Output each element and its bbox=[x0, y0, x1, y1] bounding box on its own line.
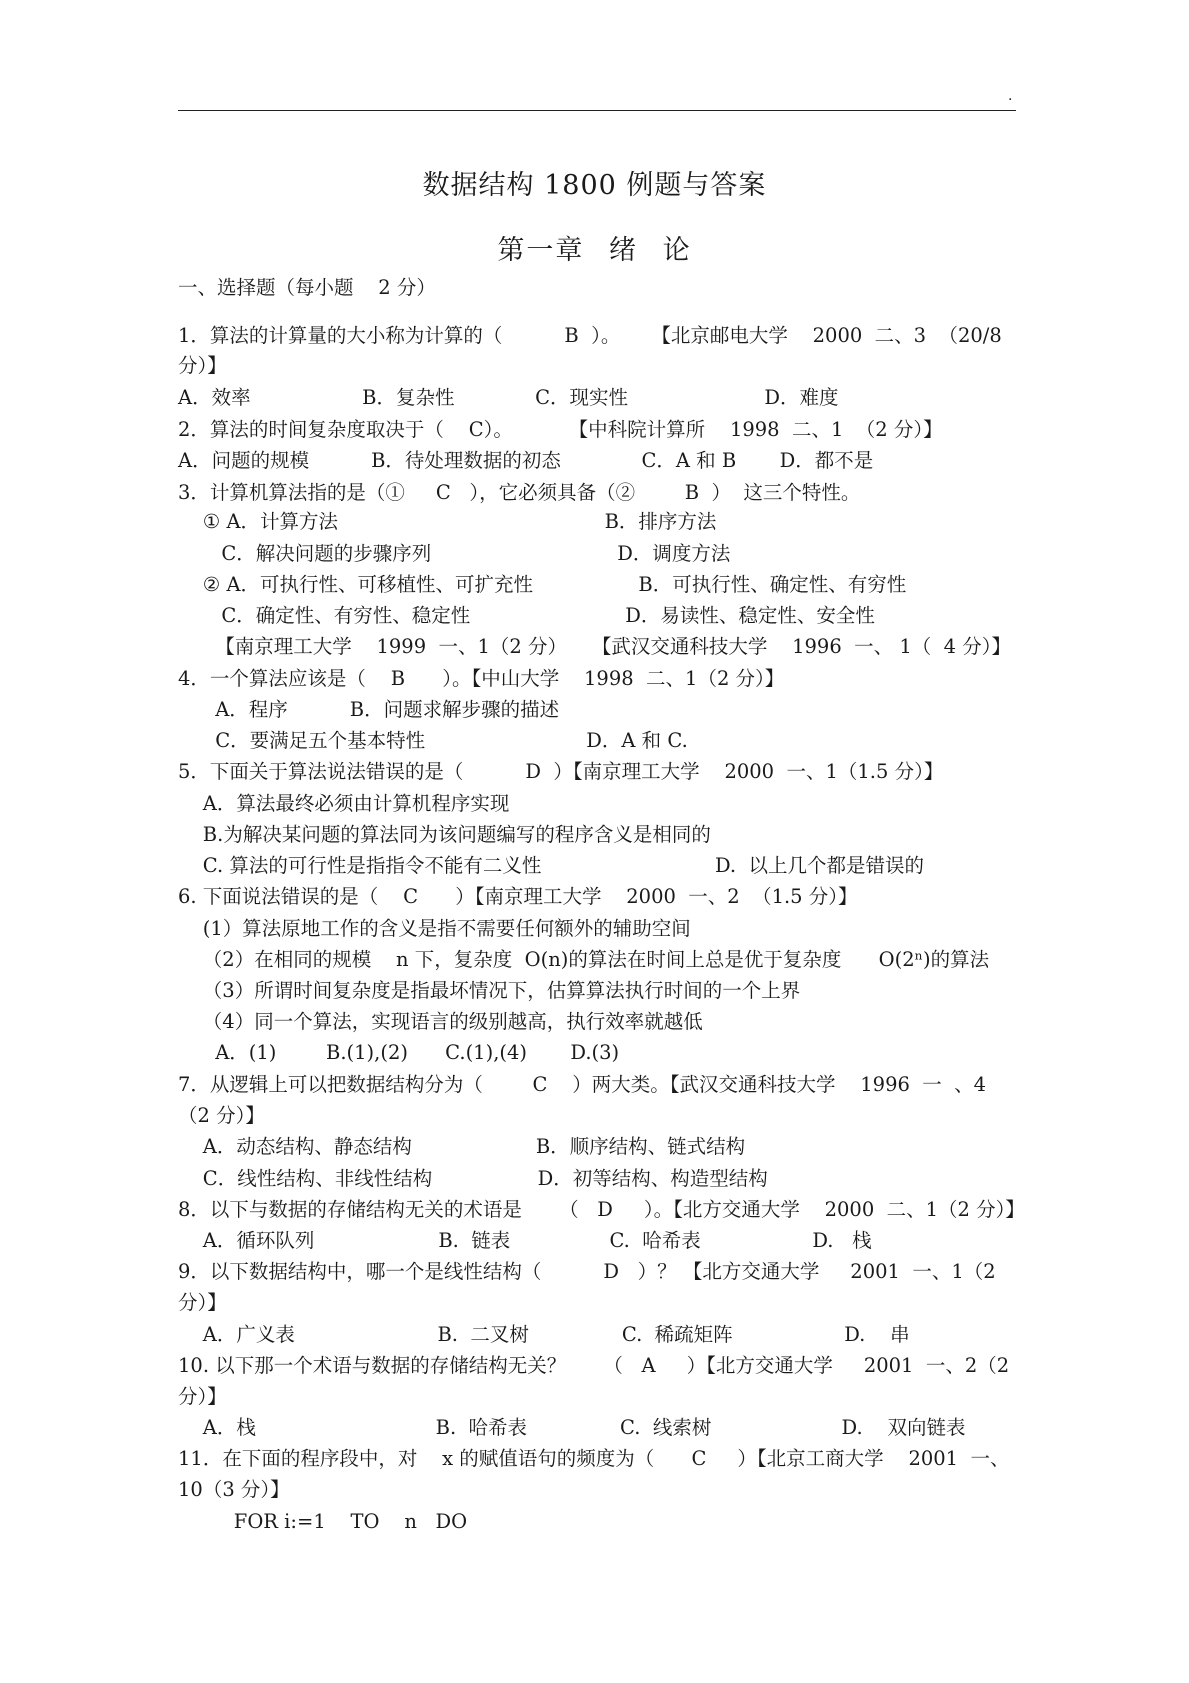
text-line: A．问题的规模 B．待处理数据的初态 C．A 和 B D．都不是 bbox=[178, 449, 874, 472]
text-line: ② A．可执行性、可移植性、可扩充性 B．可执行性、确定性、有穷性 bbox=[178, 573, 907, 596]
text-line: 【南京理工大学 1999 一、1（2 分） 【武汉交通科技大学 1996 一、 1（ 4 分）】 bbox=[178, 635, 1011, 658]
text-line: 8．以下与数据的存储结构无关的术语是 （ D ）。【北方交通大学 2000 二、1（2 分）】 bbox=[178, 1198, 1025, 1221]
text-line: 9．以下数据结构中，哪一个是线性结构（ D ）？ 【北方交通大学 2001 一、1（2 bbox=[178, 1260, 996, 1283]
text-line: 10（3 分）】 bbox=[178, 1478, 290, 1501]
text-line: 2．算法的时间复杂度取决于（ C）。 【中科院计算所 1998 二、1 （2 分）】 bbox=[178, 418, 943, 441]
text-line: （3）所谓时间复杂度是指最坏情况下，估算算法执行时间的一个上界 bbox=[178, 979, 801, 1002]
text-line: （2 分）】 bbox=[178, 1104, 265, 1127]
text-line: A．(1) B.(1),(2) C.(1),(4) D.(3) bbox=[178, 1041, 620, 1064]
text-line: A．效率 B．复杂性 C．现实性 D．难度 bbox=[178, 386, 839, 409]
header-dot: . bbox=[1008, 88, 1013, 104]
text-line: 4．一个算法应该是（ B ）。【中山大学 1998 二、1（2 分）】 bbox=[178, 667, 785, 690]
text-line: A．算法最终必须由计算机程序实现 bbox=[178, 792, 510, 815]
text-line: （2）在相同的规模 n 下，复杂度 O(n)的算法在时间上总是优于复杂度 O(2ⁿ)的算法 bbox=[178, 948, 990, 971]
text-line: 1．算法的计算量的大小称为计算的（ B ）。 【北京邮电大学 2000 二、3 （20/8 bbox=[178, 324, 1002, 347]
text-line: FOR i:=1 TO n DO bbox=[178, 1510, 468, 1533]
text-line: A．栈 B. 哈希表 C. 线索树 D. 双向链表 bbox=[178, 1416, 966, 1439]
text-line: C．要满足五个基本特性 D．A 和 C. bbox=[178, 729, 688, 752]
header-rule bbox=[178, 110, 1016, 111]
text-line: 分）】 bbox=[178, 1385, 227, 1408]
text-line: 10. 以下那一个术语与数据的存储结构无关？ （ A ）【北方交通大学 2001 一、2（2 bbox=[178, 1354, 1010, 1377]
text-line: C．线性结构、非线性结构 D．初等结构、构造型结构 bbox=[178, 1167, 768, 1190]
text-line: (1）算法原地工作的含义是指不需要任何额外的辅助空间 bbox=[178, 917, 691, 940]
text-line: ① A．计算方法 B．排序方法 bbox=[178, 510, 717, 533]
text-line: A．广义表 B. 二叉树 C. 稀疏矩阵 D. 串 bbox=[178, 1323, 910, 1346]
text-line: C．确定性、有穷性、稳定性 D．易读性、稳定性、安全性 bbox=[178, 604, 875, 627]
text-line: B.为解决某问题的算法同为该问题编写的程序含义是相同的 bbox=[178, 823, 711, 846]
text-line: （4）同一个算法，实现语言的级别越高，执行效率就越低 bbox=[178, 1010, 703, 1033]
text-line: C．解决问题的步骤序列 D．调度方法 bbox=[178, 542, 731, 565]
text-line: A．动态结构、静态结构 B．顺序结构、链式结构 bbox=[178, 1135, 746, 1158]
text-line: 分）】 bbox=[178, 354, 227, 377]
chapter-heading: 第一章 绪 论 bbox=[497, 235, 692, 266]
section-heading: 一、选择题（每小题 2 分） bbox=[178, 276, 436, 299]
text-line: 3．计算机算法指的是（① C ），它必须具备（② B ） 这三个特性。 bbox=[178, 481, 861, 504]
text-line: 6. 下面说法错误的是（ C ）【南京理工大学 2000 一、2 （1.5 分）】 bbox=[178, 885, 858, 908]
document-title: 数据结构 1800 例题与答案 bbox=[422, 170, 767, 201]
text-line: 11．在下面的程序段中，对 x 的赋值语句的频度为（ C ）【北京工商大学 2001 一、 bbox=[178, 1447, 1010, 1470]
text-line: 7．从逻辑上可以把数据结构分为（ C ）两大类。【武汉交通科技大学 1996 一 、4 bbox=[178, 1073, 987, 1096]
text-line: A．循环队列 B. 链表 C. 哈希表 D. 栈 bbox=[178, 1229, 872, 1252]
text-line: C. 算法的可行性是指指令不能有二义性 D. 以上几个都是错误的 bbox=[178, 854, 925, 877]
text-line: 分）】 bbox=[178, 1291, 227, 1314]
text-line: 5．下面关于算法说法错误的是（ D ）【南京理工大学 2000 一、1（1.5 分）】 bbox=[178, 760, 944, 783]
text-line: A．程序 B．问题求解步骤的描述 bbox=[178, 698, 560, 721]
